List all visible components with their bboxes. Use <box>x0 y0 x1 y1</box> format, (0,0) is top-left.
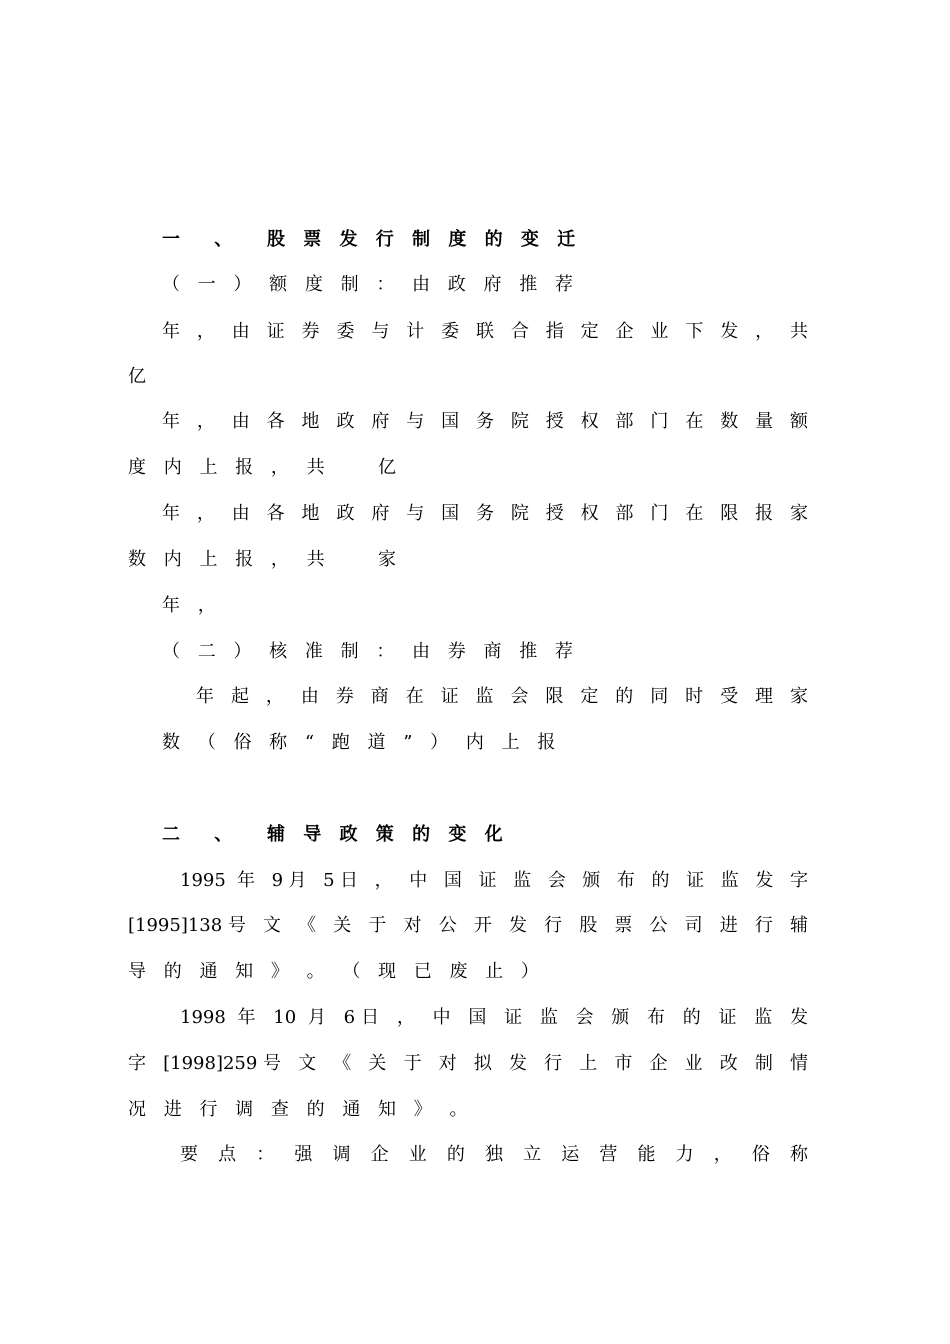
section1-heading <box>162 228 582 252</box>
section2-paragraph-1-line-1: 1995 年 9月 5日 ， 中 国 证 监 会 颁 布 的 证 监 发 字 <box>180 870 808 891</box>
section2-number: 二 、 <box>162 824 247 845</box>
section2-paragraph-2-line-3: 况 进 行 调 查 的 通 知 》 。 <box>128 1099 474 1120</box>
section1-paragraph-2-line-1: 年 ， 由 各 地 政 府 与 国 务 院 授 权 部 门 在 数 量 额 <box>162 411 808 432</box>
section1-paragraph-3-line-2: 数 内 上 报 ， 共 家 <box>128 549 403 570</box>
section1-subheading-1: （ 一 ） 额 度 制 ： 由 政 府 推 荐 <box>162 274 579 295</box>
section1-paragraph-1-line-2: 亿 <box>128 366 146 387</box>
section1-paragraph-1-line-1: 年 ， 由 证 券 委 与 计 委 联 合 指 定 企 业 下 发 ， 共 <box>162 321 808 342</box>
section1-paragraph-3-line-1: 年 ， 由 各 地 政 府 与 国 务 院 授 权 部 门 在 限 报 家 <box>162 503 808 524</box>
section2-paragraph-1-line-2: [1995]138号 文 《 关 于 对 公 开 发 行 股 票 公 司 进 行 辅 <box>128 915 808 936</box>
section1-paragraph-5-line-2: 数 （ 俗 称 “ 跑 道 ” ） 内 上 报 <box>162 732 562 753</box>
section2-heading <box>162 823 582 847</box>
section1-title: 股 票 发 行 制 度 的 变 迁 <box>267 229 582 250</box>
section1-paragraph-4-line-1: 年 ， <box>162 595 222 616</box>
section2-paragraph-1-line-3: 导 的 通 知 》 。 （ 现 已 废 止 ） <box>128 961 545 982</box>
section2-paragraph-2-line-2: 字 [1998]259号 文 《 关 于 对 拟 发 行 上 市 企 业 改 制 情 <box>128 1053 808 1074</box>
section1-subheading-2: （ 二 ） 核 准 制 ： 由 券 商 推 荐 <box>162 641 579 662</box>
section1-paragraph-5-line-1: 年 起 ， 由 券 商 在 证 监 会 限 定 的 同 时 受 理 家 <box>196 686 808 707</box>
section2-paragraph-3-line-1: 要 点 ： 强 调 企 业 的 独 立 运 营 能 力 ， 俗 称 <box>180 1144 808 1165</box>
section2-title: 辅 导 政 策 的 变 化 <box>267 824 509 845</box>
section1-number: 一 、 <box>162 229 247 250</box>
section1-paragraph-2-line-2: 度 内 上 报 ， 共 亿 <box>128 457 403 478</box>
section2-paragraph-2-line-1: 1998 年 10 月 6日 ， 中 国 证 监 会 颁 布 的 证 监 发 <box>180 1007 808 1028</box>
